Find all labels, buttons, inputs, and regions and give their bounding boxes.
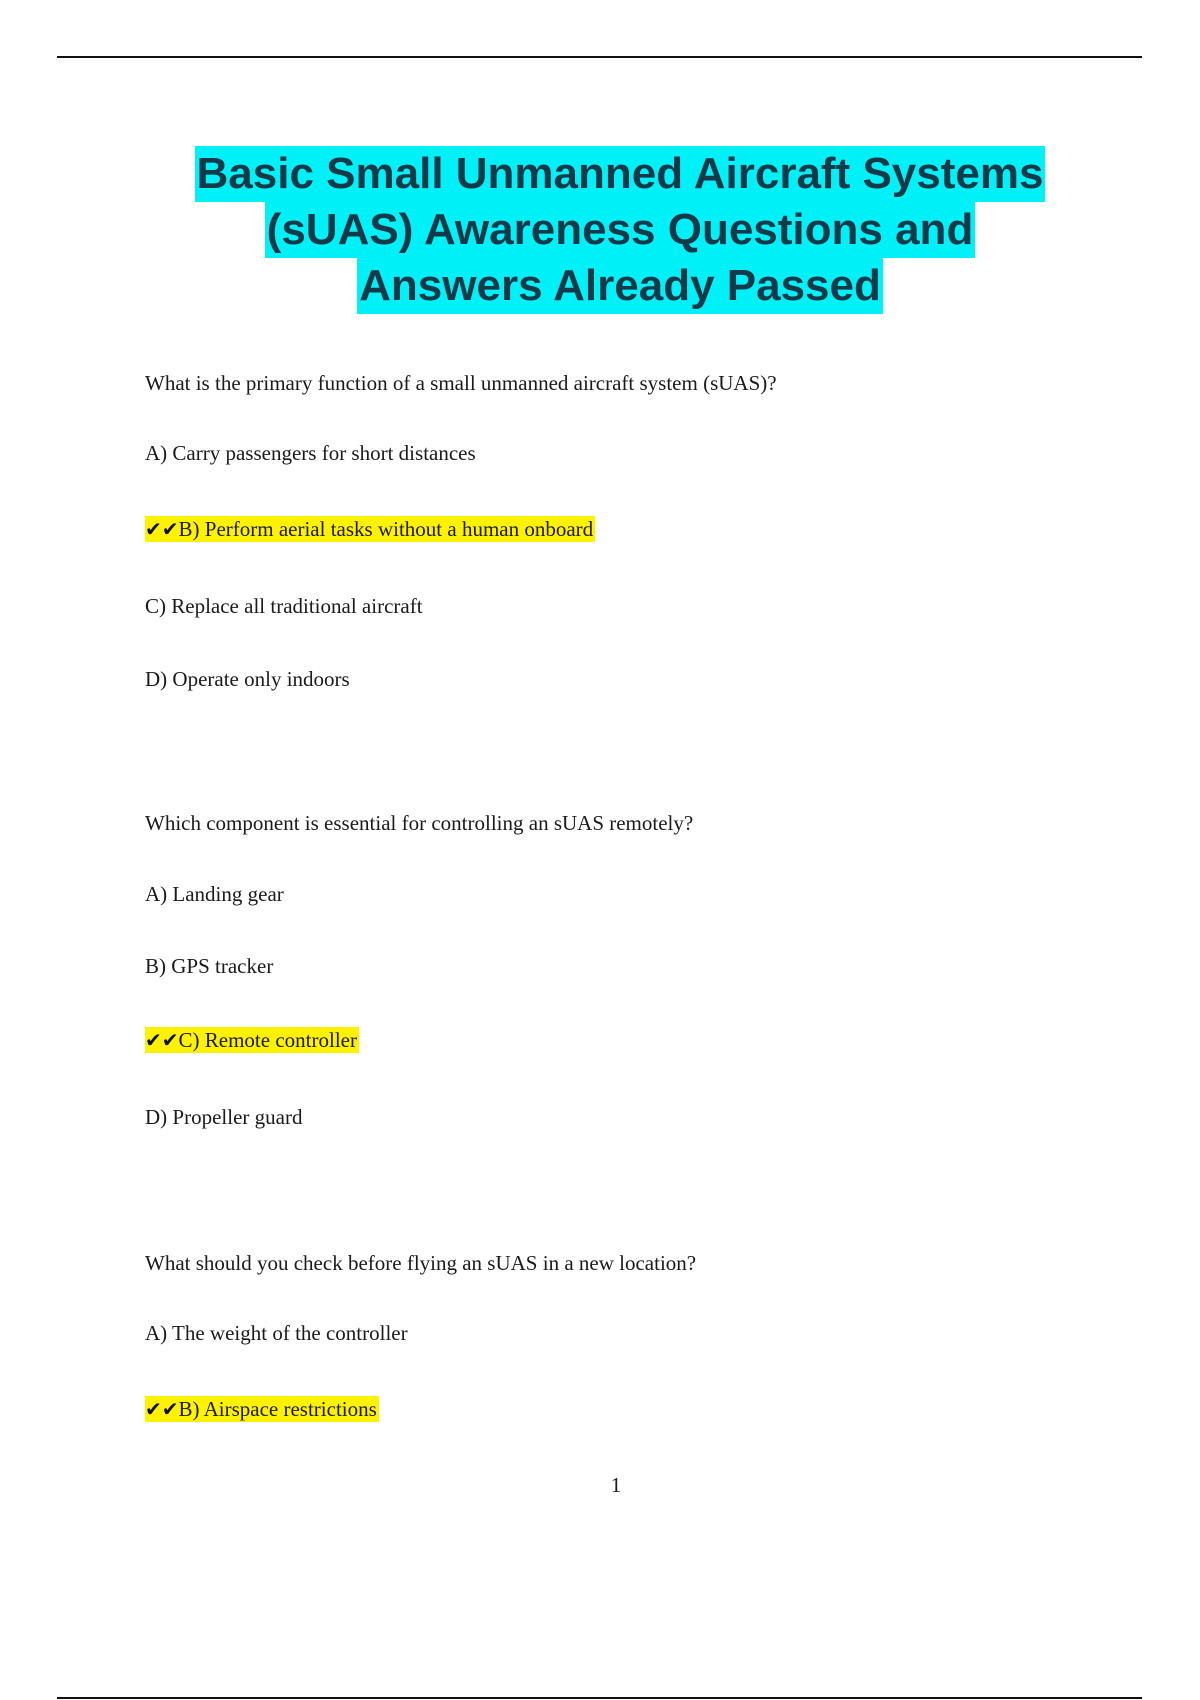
correct-answer-option bbox=[145, 1396, 379, 1422]
answer-option: C) Replace all traditional aircraft bbox=[145, 594, 423, 618]
bottom-rule bbox=[57, 1697, 1142, 1699]
title-line: Answers Already Passed bbox=[357, 258, 883, 314]
title-line: (sUAS) Awareness Questions and bbox=[265, 202, 976, 258]
answer-option: A) Landing gear bbox=[145, 882, 284, 906]
answer-option: D) Operate only indoors bbox=[145, 667, 350, 691]
question-text: What should you check before flying an sUAS in a new location? bbox=[145, 1251, 697, 1275]
top-rule bbox=[57, 56, 1142, 58]
answer-option: A) Carry passengers for short distances bbox=[145, 441, 476, 465]
answer-option-label: C) Remote controller bbox=[178, 1028, 357, 1052]
correct-answer-option bbox=[145, 1027, 359, 1053]
answer-option-label: B) Airspace restrictions bbox=[178, 1397, 377, 1421]
page-number: 1 bbox=[610, 1473, 622, 1497]
question-text: What is the primary function of a small unmanned aircraft system (sUAS)? bbox=[145, 371, 777, 395]
document-title bbox=[60, 146, 1180, 314]
check-mark-icon: ✔✔ bbox=[145, 1397, 179, 1421]
question-text: Which component is essential for controlling an sUAS remotely? bbox=[145, 811, 694, 835]
correct-answer-option bbox=[145, 516, 595, 542]
check-mark-icon: ✔✔ bbox=[145, 1028, 179, 1052]
title-line: Basic Small Unmanned Aircraft Systems bbox=[195, 146, 1046, 202]
answer-option: D) Propeller guard bbox=[145, 1105, 303, 1129]
answer-option-label: B) Perform aerial tasks without a human onboard bbox=[178, 517, 594, 541]
check-mark-icon: ✔✔ bbox=[145, 517, 179, 541]
answer-option: B) GPS tracker bbox=[145, 954, 274, 978]
answer-option: A) The weight of the controller bbox=[145, 1321, 408, 1345]
